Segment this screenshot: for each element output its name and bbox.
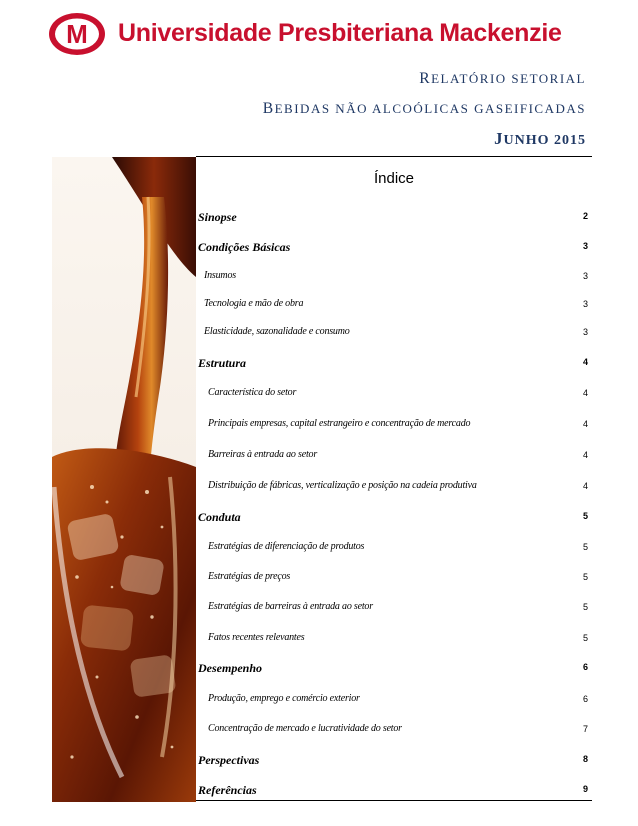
toc-entry-page: 4 [582, 357, 588, 367]
divider-bottom [196, 800, 592, 801]
toc-entry-desempenho[interactable] [198, 661, 590, 677]
toc-entry-page: 5 [582, 542, 588, 552]
toc-entry-label: Tecnologia e mão de obra [204, 298, 304, 309]
logo-letter: M [66, 19, 88, 49]
toc-entry-label: Estratégias de preços [208, 571, 291, 582]
report-date: JUNHO 2015 [494, 129, 586, 148]
toc-entry-label: Perspectivas [198, 753, 260, 767]
toc-entry-estrategias-barreiras[interactable] [198, 601, 590, 617]
report-subject: BEBIDAS NÃO ALCOÓLICAS GASEIFICADAS [262, 100, 586, 117]
toc-entry-label: Estrutura [198, 356, 247, 370]
toc-entry-label: Barreiras à entrada ao setor [208, 449, 318, 460]
toc-entry-label: Principais empresas, capital estrangeiro e concentração de mercado [208, 418, 471, 429]
toc-entry-caracteristica[interactable] [198, 387, 590, 403]
toc-entry-label: Fatos recentes relevantes [208, 632, 305, 643]
toc-entry-label: Elasticidade, sazonalidade e consumo [204, 326, 350, 337]
toc-entry-fatos-recentes[interactable] [198, 632, 590, 648]
toc-entry-page: 5 [582, 511, 588, 521]
toc-entry-condicoes-basicas[interactable] [198, 240, 590, 256]
toc-entry-label: Produção, emprego e comércio exterior [208, 693, 360, 704]
toc-entry-page: 5 [582, 602, 588, 612]
toc-entry-page: 4 [582, 450, 588, 460]
toc-entry-label: Característica do setor [208, 387, 297, 398]
toc-entry-page: 7 [582, 724, 588, 734]
toc-entry-page: 5 [582, 633, 588, 643]
toc-entry-label: Condições Básicas [198, 240, 291, 254]
toc-entry-producao[interactable] [198, 693, 590, 709]
toc-entry-tecnologia[interactable] [198, 298, 590, 314]
toc-title: Índice [373, 170, 415, 187]
toc-entry-page: 3 [582, 271, 588, 281]
page-header [0, 0, 638, 150]
soda-glass-image [52, 157, 196, 802]
toc-entry-concentracao[interactable] [198, 723, 590, 739]
divider-top [196, 156, 592, 157]
report-type: RELATÓRIO SETORIAL [419, 70, 586, 87]
toc-entry-label: Insumos [204, 270, 236, 281]
university-name: Universidade Presbiteriana Mackenzie [118, 19, 562, 47]
toc-entry-label: Conduta [198, 510, 241, 524]
toc-entry-insumos[interactable] [198, 270, 590, 286]
toc-entry-page: 4 [582, 419, 588, 429]
toc-entry-label: Estratégias de barreiras à entrada ao setor [208, 601, 373, 612]
toc-entry-page: 3 [582, 299, 588, 309]
toc-entry-label: Estratégias de diferenciação de produtos [208, 541, 365, 552]
toc-entry-label: Sinopse [198, 210, 237, 224]
toc-entry-page: 2 [582, 211, 588, 221]
toc-entry-label: Concentração de mercado e lucratividade do setor [208, 723, 402, 734]
toc-entry-page: 5 [582, 572, 588, 582]
toc-entry-conduta[interactable] [198, 510, 590, 526]
toc-entry-precos[interactable] [198, 571, 590, 587]
toc-entry-page: 4 [582, 481, 588, 491]
toc-entry-label: Referências [198, 783, 257, 797]
mackenzie-logo-icon [48, 12, 106, 56]
toc-entry-elasticidade[interactable] [198, 326, 590, 342]
toc-entry-page: 6 [582, 694, 588, 704]
toc-entry-distribuicao[interactable] [198, 480, 590, 496]
toc-entry-page: 3 [582, 327, 588, 337]
toc-entry-estrutura[interactable] [198, 356, 590, 372]
soda-pour-photo [52, 157, 196, 802]
toc-entry-sinopse[interactable] [198, 210, 590, 226]
toc-entry-diferenciacao[interactable] [198, 541, 590, 557]
toc-entry-label: Distribuição de fábricas, verticalização e posição na cadeia produtiva [208, 480, 477, 491]
toc-entry-page: 9 [582, 784, 588, 794]
toc-entry-perspectivas[interactable] [198, 753, 590, 769]
toc-entry-label: Desempenho [198, 661, 262, 675]
toc-entry-page: 8 [582, 754, 588, 764]
toc-entry-page: 4 [582, 388, 588, 398]
toc-entry-referencias[interactable] [198, 783, 590, 799]
toc-entry-barreiras[interactable] [198, 449, 590, 465]
toc-entry-page: 6 [582, 662, 588, 672]
toc-entry-page: 3 [582, 241, 588, 251]
toc-entry-principais-empresas[interactable] [198, 418, 590, 434]
